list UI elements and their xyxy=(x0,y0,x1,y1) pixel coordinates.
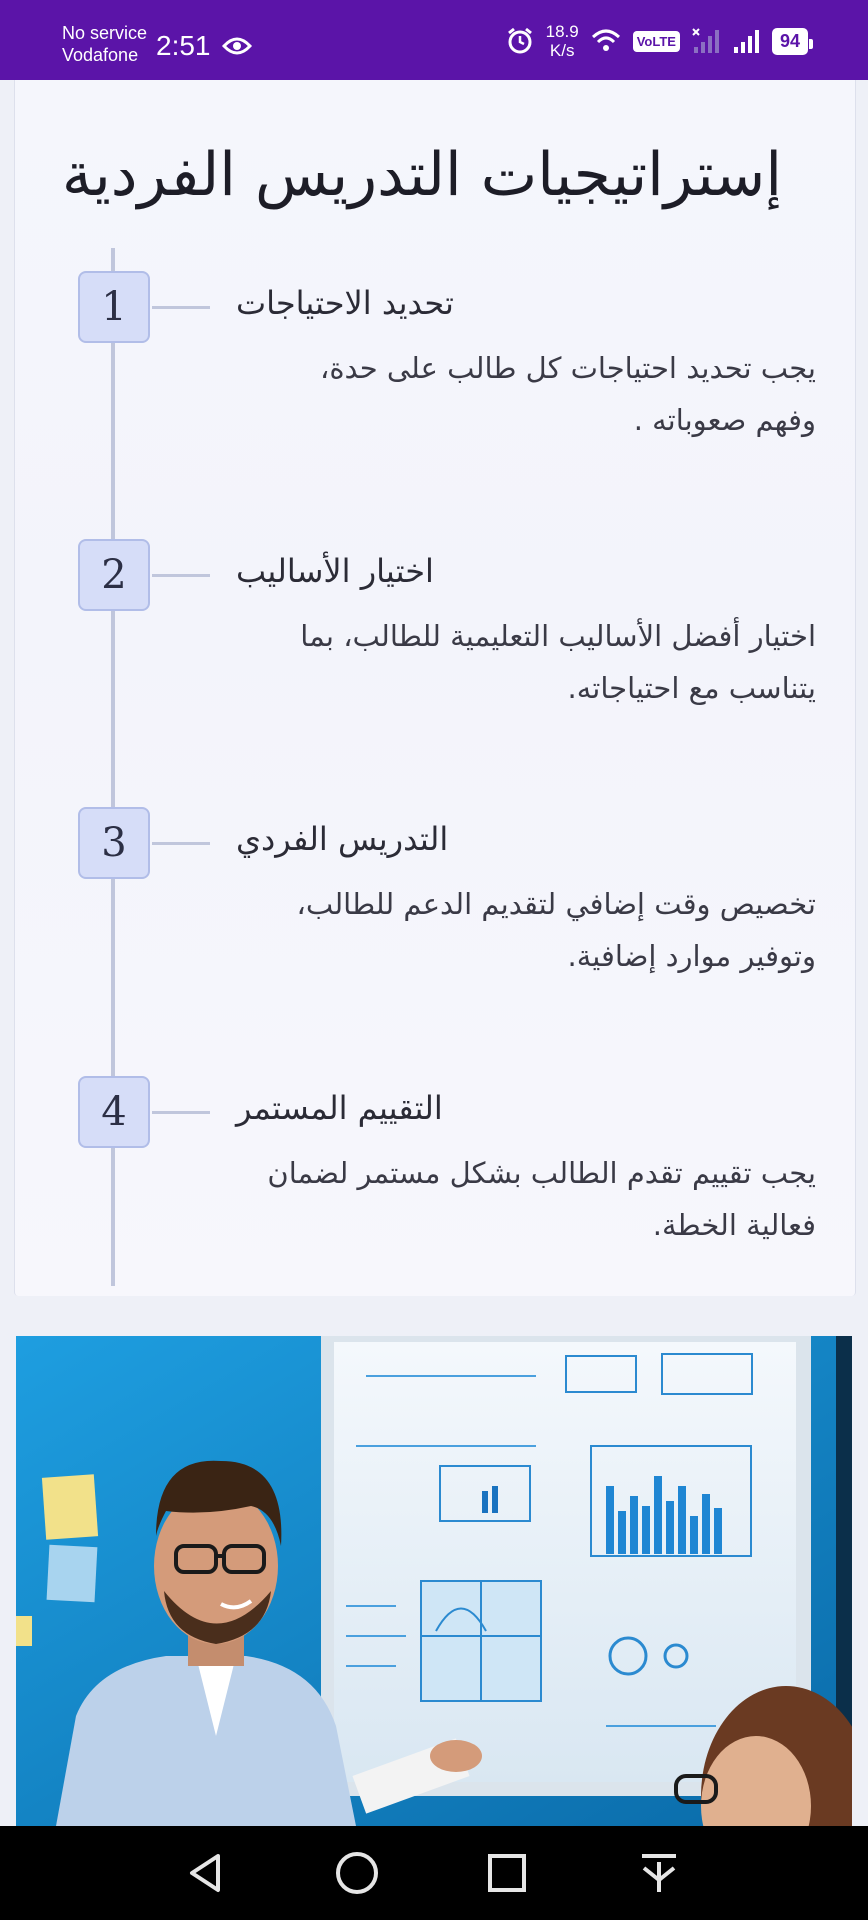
carrier-info xyxy=(62,22,147,66)
step-number-4: 4 xyxy=(78,1076,150,1148)
step-connector xyxy=(152,842,210,845)
step-description-2 xyxy=(236,610,816,714)
step-desc-line: يتناسب مع احتياجاته. xyxy=(567,671,816,705)
step-title-1: تحديد الاحتياجات xyxy=(236,284,454,322)
battery-indicator: 94 xyxy=(772,28,808,55)
step-desc-line: اختيار أفضل الأساليب التعليمية للطالب، بما xyxy=(300,619,816,653)
alarm-icon xyxy=(506,27,534,55)
step-connector xyxy=(152,1111,210,1114)
step-number-3: 3 xyxy=(78,807,150,879)
clock: 2:51 xyxy=(156,30,211,61)
step-number-1: 1 xyxy=(78,271,150,343)
carrier-line1: No service xyxy=(62,23,148,43)
speed-value: 18.9 xyxy=(545,22,579,41)
speed-unit: K/s xyxy=(549,41,575,60)
step-title-2: اختيار الأساليب xyxy=(236,552,434,590)
step-desc-line: تخصيص وقت إضافي لتقديم الدعم للطالب، xyxy=(296,887,816,921)
step-description-4 xyxy=(236,1147,816,1251)
status-bar xyxy=(0,0,868,80)
wifi-icon xyxy=(591,28,621,54)
signal-sim1-icon xyxy=(732,27,760,55)
navigation-bar xyxy=(0,1826,868,1920)
step-description-3 xyxy=(236,878,816,982)
volte-badge: VoLTE xyxy=(633,31,680,52)
step-desc-line: يجب تحديد احتياجات كل طالب على حدة، xyxy=(319,351,816,385)
back-triangle-icon[interactable] xyxy=(180,1848,230,1898)
step-desc-line: وفهم صعوباته . xyxy=(633,403,816,437)
eye-icon xyxy=(222,36,252,56)
signal-sim2-icon xyxy=(692,27,720,55)
classroom-illustration xyxy=(16,1336,852,1826)
teacher-whiteboard-image xyxy=(16,1336,852,1826)
recents-square-icon[interactable] xyxy=(482,1848,532,1898)
step-desc-line: فعالية الخطة. xyxy=(652,1208,816,1242)
status-icons xyxy=(506,22,808,60)
step-title-4: التقييم المستمر xyxy=(236,1089,443,1127)
step-number-2: 2 xyxy=(78,539,150,611)
step-desc-line: يجب تقييم تقدم الطالب بشكل مستمر لضمان xyxy=(267,1156,816,1190)
network-speed xyxy=(546,22,579,60)
step-desc-line: وتوفير موارد إضافية. xyxy=(567,939,816,973)
page-title: إستراتيجيات التدريس الفردية xyxy=(61,140,782,210)
carrier-line2: Vodafone xyxy=(62,45,139,65)
home-circle-icon[interactable] xyxy=(332,1848,382,1898)
step-connector xyxy=(152,574,210,577)
step-description-1 xyxy=(236,342,816,446)
pull-down-icon[interactable] xyxy=(634,1848,684,1898)
step-title-3: التدريس الفردي xyxy=(236,820,449,858)
step-connector xyxy=(152,306,210,309)
